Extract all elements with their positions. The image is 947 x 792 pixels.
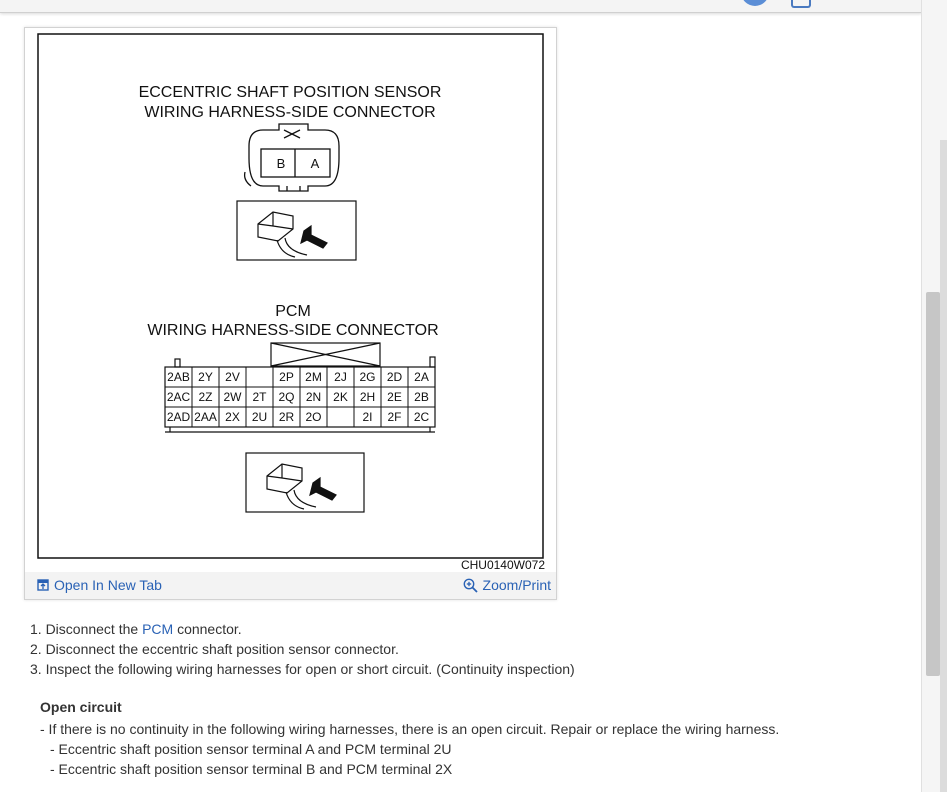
sensor-heading-line2: WIRING HARNESS-SIDE CONNECTOR [144,104,436,121]
open-circuit-harness-1: - Eccentric shaft position sensor terminal A and PCM terminal 2U [50,741,452,757]
pcm-terminal-label: 2G [359,370,376,384]
figure-footer [25,572,556,599]
pcm-terminal-label: 2AC [166,390,191,404]
sensor-terminal-b: B [276,156,286,171]
pcm-link[interactable]: PCM [142,621,174,637]
scrollbar[interactable] [921,0,947,792]
procedure-steps [30,619,575,679]
pcm-terminal-label: 2O [305,410,322,424]
step-2: 2. Disconnect the eccentric shaft position sensor connector. [30,641,399,657]
pcm-terminal-label: 2C [413,410,430,424]
step-1 [30,619,575,639]
account-button[interactable] [741,0,769,6]
figure-code: CHU0140W072 [460,558,545,572]
open-in-new-tab-label: Open In New Tab [54,577,162,593]
zoom-in-icon [463,578,478,593]
pcm-terminal-label: 2J [334,370,347,384]
pcm-terminal-label: 2M [305,370,322,384]
connector-diagram [25,28,556,573]
pcm-terminal-label: 2A [414,370,429,384]
pcm-heading-line2: WIRING HARNESS-SIDE CONNECTOR [147,322,439,339]
scrollbar-rail [940,140,947,792]
document-icon[interactable] [791,0,811,8]
open-circuit-harness-2: - Eccentric shaft position sensor terminal B and PCM terminal 2X [50,761,453,777]
pcm-terminal-label: 2U [251,410,268,424]
pcm-heading-line1: PCM [275,303,311,320]
pcm-terminal-label: 2N [305,390,322,404]
pcm-terminal-label: 2H [359,390,376,404]
sensor-terminal-a: A [310,156,320,171]
pcm-terminal-label: 2Q [278,390,295,404]
pcm-terminal-label: 2AB [167,370,190,384]
pcm-terminal-label: 2Y [198,370,213,384]
pcm-terminal-label: 2B [414,390,429,404]
pcm-terminal-label: 2T [252,390,267,404]
pcm-terminal-label: 2X [225,410,240,424]
open-in-new-tab-link[interactable] [37,577,162,593]
pcm-terminal-label: 2E [387,390,402,404]
open-circuit-title: Open circuit [40,699,122,715]
open-circuit-instruction: - If there is no continuity in the following wiring harnesses, there is an open circuit. Repair or replace the wiring harness. [40,721,780,737]
pcm-terminal-label: 2I [362,410,373,424]
scrollbar-thumb[interactable] [926,292,940,676]
pcm-terminal-label: 2F [387,410,402,424]
pcm-terminal-label: 2P [279,370,294,384]
step-1-suffix: connector. [173,621,242,637]
pcm-terminal-label: 2Z [198,390,213,404]
open-tab-icon [37,579,49,591]
sensor-heading-line1: ECCENTRIC SHAFT POSITION SENSOR [138,84,442,101]
pcm-terminal-label: 2R [278,410,295,424]
pcm-terminal-label: 2K [333,390,348,404]
zoom-print-label: Zoom/Print [482,577,551,593]
pcm-terminal-label: 2AA [194,410,217,424]
pcm-terminal-label: 2W [223,390,242,404]
step-3: 3. Inspect the following wiring harnesses for open or short circuit. (Continuity inspection) [30,661,575,677]
pcm-terminal-label: 2AD [166,410,191,424]
step-1-prefix: 1. Disconnect the [30,621,143,637]
pcm-terminal-grid [165,367,435,427]
pcm-terminal-label: 2V [225,370,240,384]
zoom-print-link[interactable] [463,577,551,593]
pcm-terminal-label: 2D [386,370,403,384]
wiring-diagram-figure [24,27,557,600]
top-toolbar [0,0,922,13]
